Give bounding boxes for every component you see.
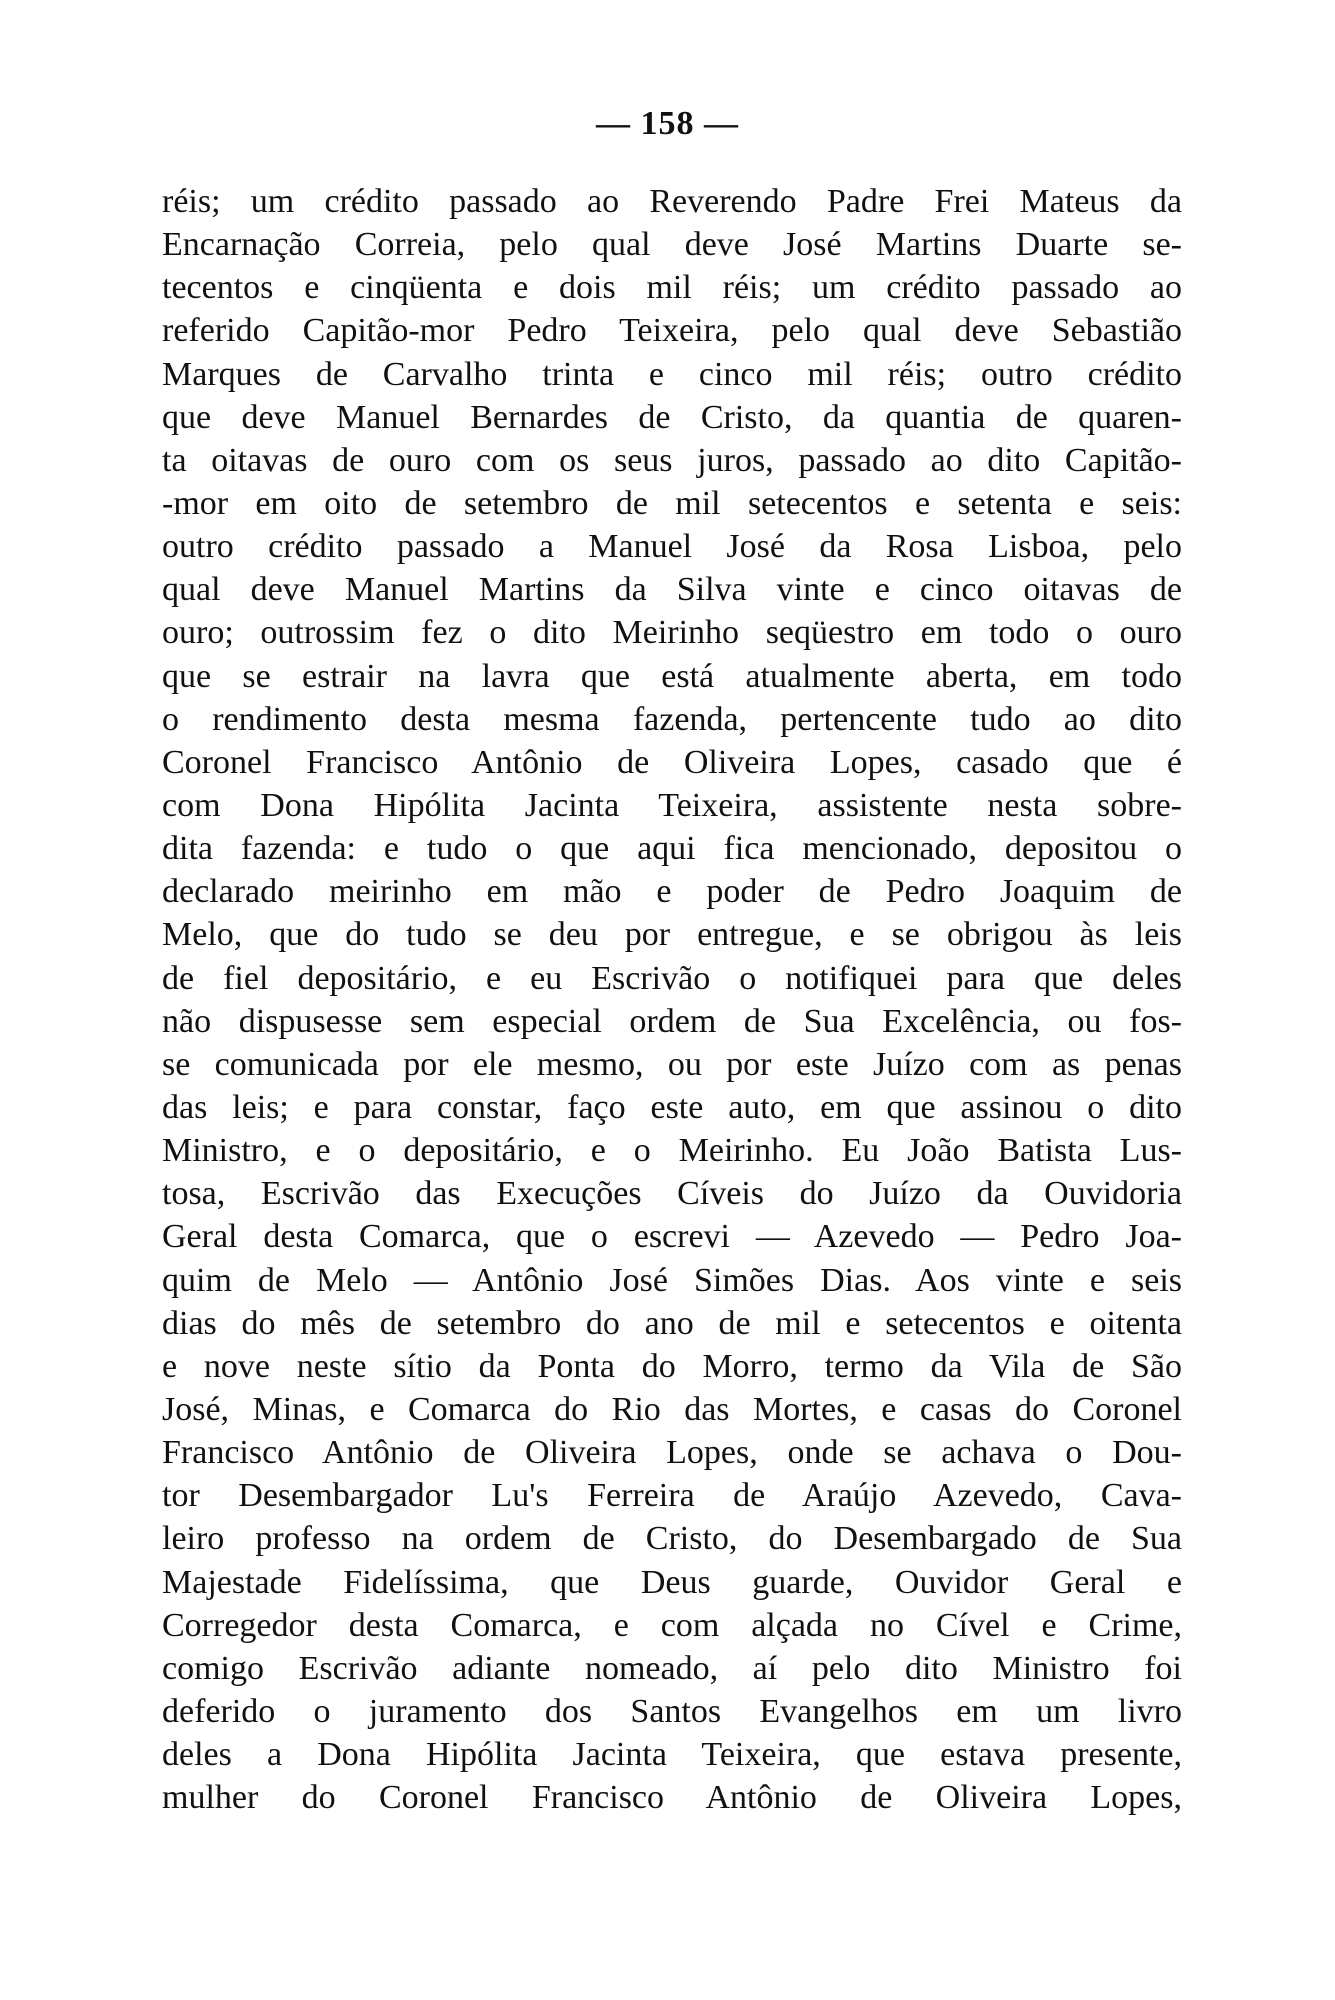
text-line: comigo Escrivão adiante nomeado, aí pelo dito Ministro foi — [162, 1649, 1182, 1687]
text-line: dita fazenda: e tudo o que aqui fica mencionado, depositou o — [162, 830, 1182, 868]
text-line: se comunicada por ele mesmo, ou por este Juízo com as penas — [162, 1045, 1182, 1083]
text-line: deles a Dona Hipólita Jacinta Teixeira, que estava presente, — [162, 1736, 1182, 1774]
text-line: quim de Melo — Antônio José Simões Dias. Aos vinte e seis — [162, 1261, 1182, 1299]
text-line: não dispusesse sem especial ordem de Sua Excelência, ou fos- — [162, 1002, 1182, 1040]
text-line: mulher do Coronel Francisco Antônio de Oliveira Lopes, — [162, 1779, 1182, 1817]
text-line: que deve Manuel Bernardes de Cristo, da quantia de quaren- — [162, 398, 1182, 436]
text-line: tor Desembargador Lu's Ferreira de Araújo Azevedo, Cava- — [162, 1477, 1182, 1515]
page-number: — 158 — — [596, 105, 739, 142]
text-line: Melo, que do tudo se deu por entregue, e se obrigou às leis — [162, 916, 1182, 954]
body-text — [162, 180, 1182, 1819]
text-line: referido Capitão-mor Pedro Teixeira, pelo qual deve Sebastião — [162, 312, 1182, 350]
text-line: Ministro, e o depositário, e o Meirinho. Eu João Batista Lus- — [162, 1132, 1182, 1170]
text-line: Corregedor desta Comarca, e com alçada no Cível e Crime, — [162, 1606, 1182, 1644]
text-line: Francisco Antônio de Oliveira Lopes, onde se achava o Dou- — [162, 1434, 1182, 1472]
text-line: o rendimento desta mesma fazenda, pertencente tudo ao dito — [162, 700, 1182, 738]
text-line: que se estrair na lavra que está atualmente aberta, em todo — [162, 657, 1182, 695]
text-line: ta oitavas de ouro com os seus juros, passado ao dito Capitão- — [162, 441, 1182, 479]
text-line: -mor em oito de setembro de mil setecentos e setenta e seis: — [162, 484, 1182, 522]
text-line: tecentos e cinqüenta e dois mil réis; um crédito passado ao — [162, 269, 1182, 307]
text-line: Majestade Fidelíssima, que Deus guarde, Ouvidor Geral e — [162, 1563, 1182, 1601]
text-line: com Dona Hipólita Jacinta Teixeira, assistente nesta sobre- — [162, 786, 1182, 824]
text-line: Encarnação Correia, pelo qual deve José Martins Duarte se- — [162, 226, 1182, 264]
text-line: declarado meirinho em mão e poder de Pedro Joaquim de — [162, 873, 1182, 911]
text-line: dias do mês de setembro do ano de mil e setecentos e oitenta — [162, 1304, 1182, 1342]
text-line: Marques de Carvalho trinta e cinco mil réis; outro crédito — [162, 355, 1182, 393]
text-line: Geral desta Comarca, que o escrevi — Azevedo — Pedro Joa- — [162, 1218, 1182, 1256]
text-line: deferido o juramento dos Santos Evangelhos em um livro — [162, 1692, 1182, 1730]
text-line: ouro; outrossim fez o dito Meirinho seqüestro em todo o ouro — [162, 614, 1182, 652]
text-line: tosa, Escrivão das Execuções Cíveis do Juízo da Ouvidoria — [162, 1175, 1182, 1213]
text-line: das leis; e para constar, faço este auto, em que assinou o dito — [162, 1088, 1182, 1126]
text-line: réis; um crédito passado ao Reverendo Padre Frei Mateus da — [162, 183, 1182, 220]
text-line: de fiel depositário, e eu Escrivão o notifiquei para que deles — [162, 959, 1182, 997]
text-line: José, Minas, e Comarca do Rio das Mortes, e casas do Coronel — [162, 1390, 1182, 1428]
text-line: outro crédito passado a Manuel José da Rosa Lisboa, pelo — [162, 528, 1182, 566]
text-line: qual deve Manuel Martins da Silva vinte e cinco oitavas de — [162, 571, 1182, 609]
text-line: leiro professo na ordem de Cristo, do Desembargado de Sua — [162, 1520, 1182, 1558]
text-line: e nove neste sítio da Ponta do Morro, termo da Vila de São — [162, 1347, 1182, 1385]
text-line: Coronel Francisco Antônio de Oliveira Lopes, casado que é — [162, 743, 1182, 781]
